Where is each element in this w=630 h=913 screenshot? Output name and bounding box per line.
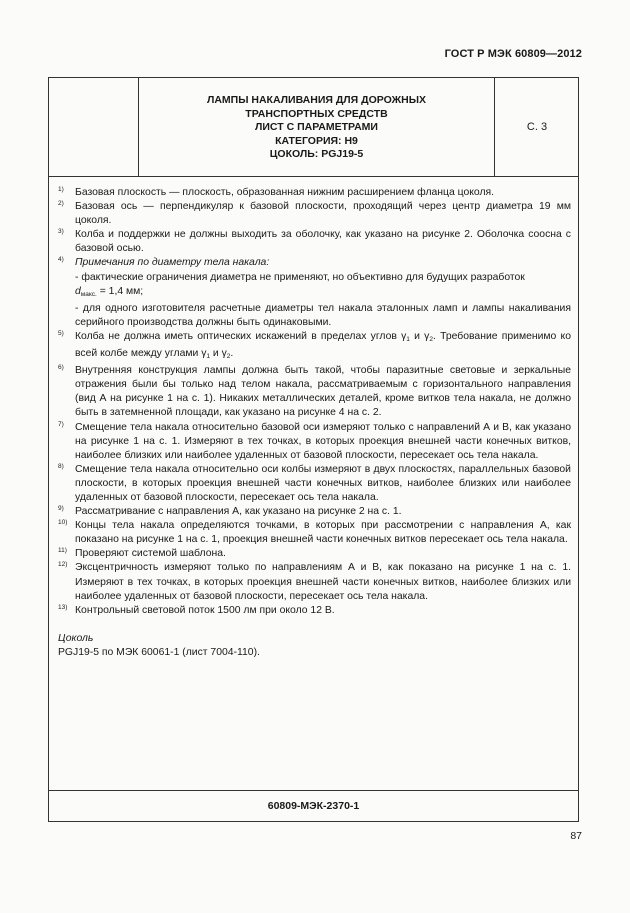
note-9 bbox=[58, 505, 571, 519]
note-text: Смещение тела накала относительно оси колбы измеряют в двух плоскостях, параллельных базовой плоскости, в которых проекция внешней части конечных витков, наиболее близких или наиболее удаленных от базовой плоскости, пересекает ось тела накала. bbox=[75, 463, 571, 503]
gamma-subscript: 1 bbox=[206, 353, 211, 361]
note-marker: 4) bbox=[58, 256, 64, 264]
note-text: Концы тела накала определяются точками, в которых при рассмотрении с направления А, как показано на рисунке 1 на с. 1, проекция внешней части конечных витков пересекает ось тела накала. bbox=[75, 520, 571, 546]
note-text: - для одного изготовителя расчетные диаметры тел накала эталонных ламп и лампы накаливания серийного производства должны быть одинаковыми. bbox=[75, 302, 571, 328]
note-marker: 2) bbox=[58, 200, 64, 208]
gamma-symbol: γ bbox=[401, 330, 407, 342]
sheet-frame bbox=[48, 77, 579, 822]
note-text: Контрольный световой поток 1500 лм при около 12 В. bbox=[75, 604, 335, 616]
gamma-symbol: γ bbox=[424, 330, 430, 342]
note-marker: 3) bbox=[58, 228, 64, 236]
note-text: и bbox=[409, 330, 425, 342]
gamma-subscript: 2 bbox=[226, 353, 231, 361]
note-heading: Примечания по диаметру тела накала: bbox=[75, 257, 270, 269]
note-text: . Требование применимо ко всей колбе между углами bbox=[75, 330, 571, 360]
sheet-page-ref: С. 3 bbox=[526, 121, 548, 133]
document-code: ГОСТ Р МЭК 60809—2012 bbox=[444, 48, 582, 60]
note-text: Смещение тела накала относительно базовой оси измеряют только с направлений А и В, как указано на рисунке 1 на с. 1. Измеряют в тех точках, в которых проекция внешней части конечных витков, наиболее близких или наиболее удаленных от базовой плоскости, пересекает ось тела накала. bbox=[75, 421, 571, 461]
title-line: ТРАНСПОРТНЫХ СРЕДСТВ bbox=[245, 107, 388, 120]
note-marker: 5) bbox=[58, 329, 64, 337]
note-text: Базовая плоскость — плоскость, образованная нижним расширением фланца цоколя. bbox=[75, 187, 495, 198]
gamma-symbol: γ bbox=[221, 348, 227, 360]
note-marker: 7) bbox=[58, 420, 64, 428]
note-text: Проверяют системой шаблона. bbox=[75, 548, 226, 560]
note-marker: 8) bbox=[58, 462, 64, 470]
title-line: ЦОКОЛЬ: PGJ19-5 bbox=[269, 148, 364, 160]
note-13 bbox=[58, 604, 571, 618]
gamma-symbol: γ bbox=[201, 348, 207, 360]
note-text: Рассматривание с направления А, как указано на рисунке 2 на с. 1. bbox=[75, 506, 402, 518]
note-3 bbox=[58, 228, 571, 256]
gamma-subscript: 1 bbox=[406, 335, 410, 343]
note-marker: 9) bbox=[58, 505, 64, 513]
note-text: и bbox=[210, 348, 222, 360]
note-11 bbox=[58, 547, 571, 561]
note-marker: 6) bbox=[58, 364, 64, 372]
note-12 bbox=[58, 561, 571, 603]
note-marker: 11) bbox=[58, 547, 67, 555]
note-text: - фактические ограничения диаметра не применяют, но объективно для будущих разработок bbox=[75, 271, 525, 283]
page-number: 87 bbox=[570, 830, 582, 842]
note-4 bbox=[58, 256, 571, 329]
note-6 bbox=[58, 364, 571, 420]
d-value: = 1,4 мм; bbox=[96, 285, 144, 297]
gamma-subscript: 2 bbox=[429, 335, 433, 343]
title-line: КАТЕГОРИЯ: Н9 bbox=[275, 134, 358, 147]
footer-divider bbox=[49, 790, 578, 791]
note-marker: 13) bbox=[58, 603, 68, 611]
note-text: Колба не должна иметь оптических искажений в пределах углов bbox=[75, 330, 402, 342]
footnotes bbox=[58, 186, 571, 660]
note-marker: 10) bbox=[58, 519, 68, 527]
note-5 bbox=[58, 330, 571, 364]
base-text: PGJ19-5 по МЭК 60061-1 (лист 7004-110). bbox=[58, 646, 260, 658]
note-text: Базовая ось — перпендикуляр к базовой плоскости, проходящий через центр диаметра 19 мм цоколя. bbox=[75, 201, 571, 227]
note-text: Внутренняя конструкция лампы должна быть такой, чтобы паразитные световые и зеркальные отражения были бы только над телом накала, рассматриваемым с горизонтального направления (вид А на рисунке 1 на с. 1). Никаких металлических деталей, кроме витков тела накала, не должно быть в затемненной площади, как указано на рисунке 4 на с. 2. bbox=[75, 365, 571, 419]
note-formula bbox=[75, 285, 571, 302]
note-1 bbox=[58, 186, 571, 200]
base-label: Цоколь bbox=[58, 632, 94, 644]
sheet-code: 60809-МЭК-2370-1 bbox=[267, 800, 360, 812]
d-symbol: d bbox=[75, 285, 81, 297]
title-line: ЛАМПЫ НАКАЛИВАНИЯ ДЛЯ ДОРОЖНЫХ bbox=[206, 94, 427, 106]
note-2 bbox=[58, 200, 571, 228]
note-10 bbox=[58, 519, 571, 547]
note-text: . bbox=[230, 348, 234, 360]
title-block bbox=[49, 78, 578, 177]
note-8 bbox=[58, 463, 571, 505]
title-line: ЛИСТ С ПАРАМЕТРАМИ bbox=[255, 121, 378, 133]
note-text: Эксцентричность измеряют только по направлениям А и В, как показано на рисунке 1 на с. 1. Измеряют в тех точках, в которых проекция внешней части конечных витков, наиболее близких или наиболее удаленных от базовой плоскости, пересекает ось тела накала. bbox=[75, 562, 571, 602]
note-marker: 12) bbox=[58, 561, 68, 569]
sheet-title bbox=[138, 78, 495, 176]
d-subscript: макс. bbox=[80, 290, 97, 298]
note-7 bbox=[58, 421, 571, 463]
note-marker: 1) bbox=[58, 186, 64, 193]
note-text: Колба и поддержки не должны выходить за оболочку, как указано на рисунке 2. Оболочка соосна с базовой осью. bbox=[75, 229, 571, 255]
